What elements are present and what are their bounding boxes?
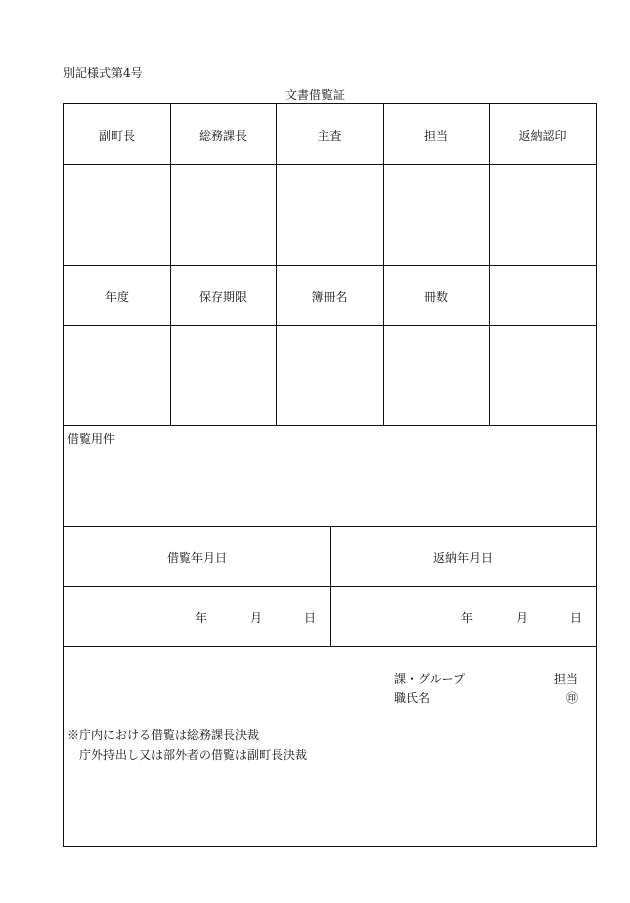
borrow-day-unit: 日 (304, 611, 317, 625)
header-senior-staff: 主査 (317, 129, 342, 143)
return-month-unit: 月 (516, 611, 529, 625)
header-deputy-mayor: 副町長 (98, 129, 135, 143)
document-title: 文書借覧証 (284, 88, 345, 102)
header-retention-period: 保存期限 (198, 290, 247, 304)
header-general-affairs-chief: 総務課長 (198, 129, 247, 143)
header-return-seal: 返納認印 (518, 129, 567, 143)
column-divider (276, 104, 277, 425)
role-in-charge-label: 担当 (554, 672, 579, 686)
return-day-unit: 日 (570, 611, 583, 625)
header-staff-in-charge: 担当 (423, 129, 448, 143)
seal-mark-icon: ㊞ (566, 691, 579, 705)
title-name-label: 職氏名 (394, 691, 431, 705)
return-year-unit: 年 (461, 611, 474, 625)
department-group-label: 課・グループ (394, 672, 466, 686)
borrow-date-label: 借覧年月日 (166, 551, 227, 565)
row-divider (64, 646, 596, 647)
row-divider (64, 164, 596, 165)
column-divider (489, 104, 490, 425)
form-table (63, 103, 597, 847)
row-divider (64, 325, 596, 326)
date-column-divider (330, 526, 331, 646)
column-divider (383, 104, 384, 425)
note-line-2: 庁外持出し又は部外者の借覧は副町長決裁 (79, 748, 308, 762)
header-ledger-name: 簿冊名 (311, 290, 348, 304)
borrow-month-unit: 月 (250, 611, 263, 625)
purpose-label: 借覧用件 (67, 432, 116, 446)
return-date-label: 返納年月日 (432, 551, 493, 565)
row-divider (64, 265, 596, 266)
header-volume-count: 冊数 (423, 290, 448, 304)
note-line-1: ※庁内における借覧は総務課長決裁 (67, 728, 260, 742)
column-divider (170, 104, 171, 425)
form-number: 別記様式第4号 (63, 66, 143, 80)
borrow-year-unit: 年 (195, 611, 208, 625)
header-fiscal-year: 年度 (104, 290, 129, 304)
row-divider (64, 425, 596, 426)
